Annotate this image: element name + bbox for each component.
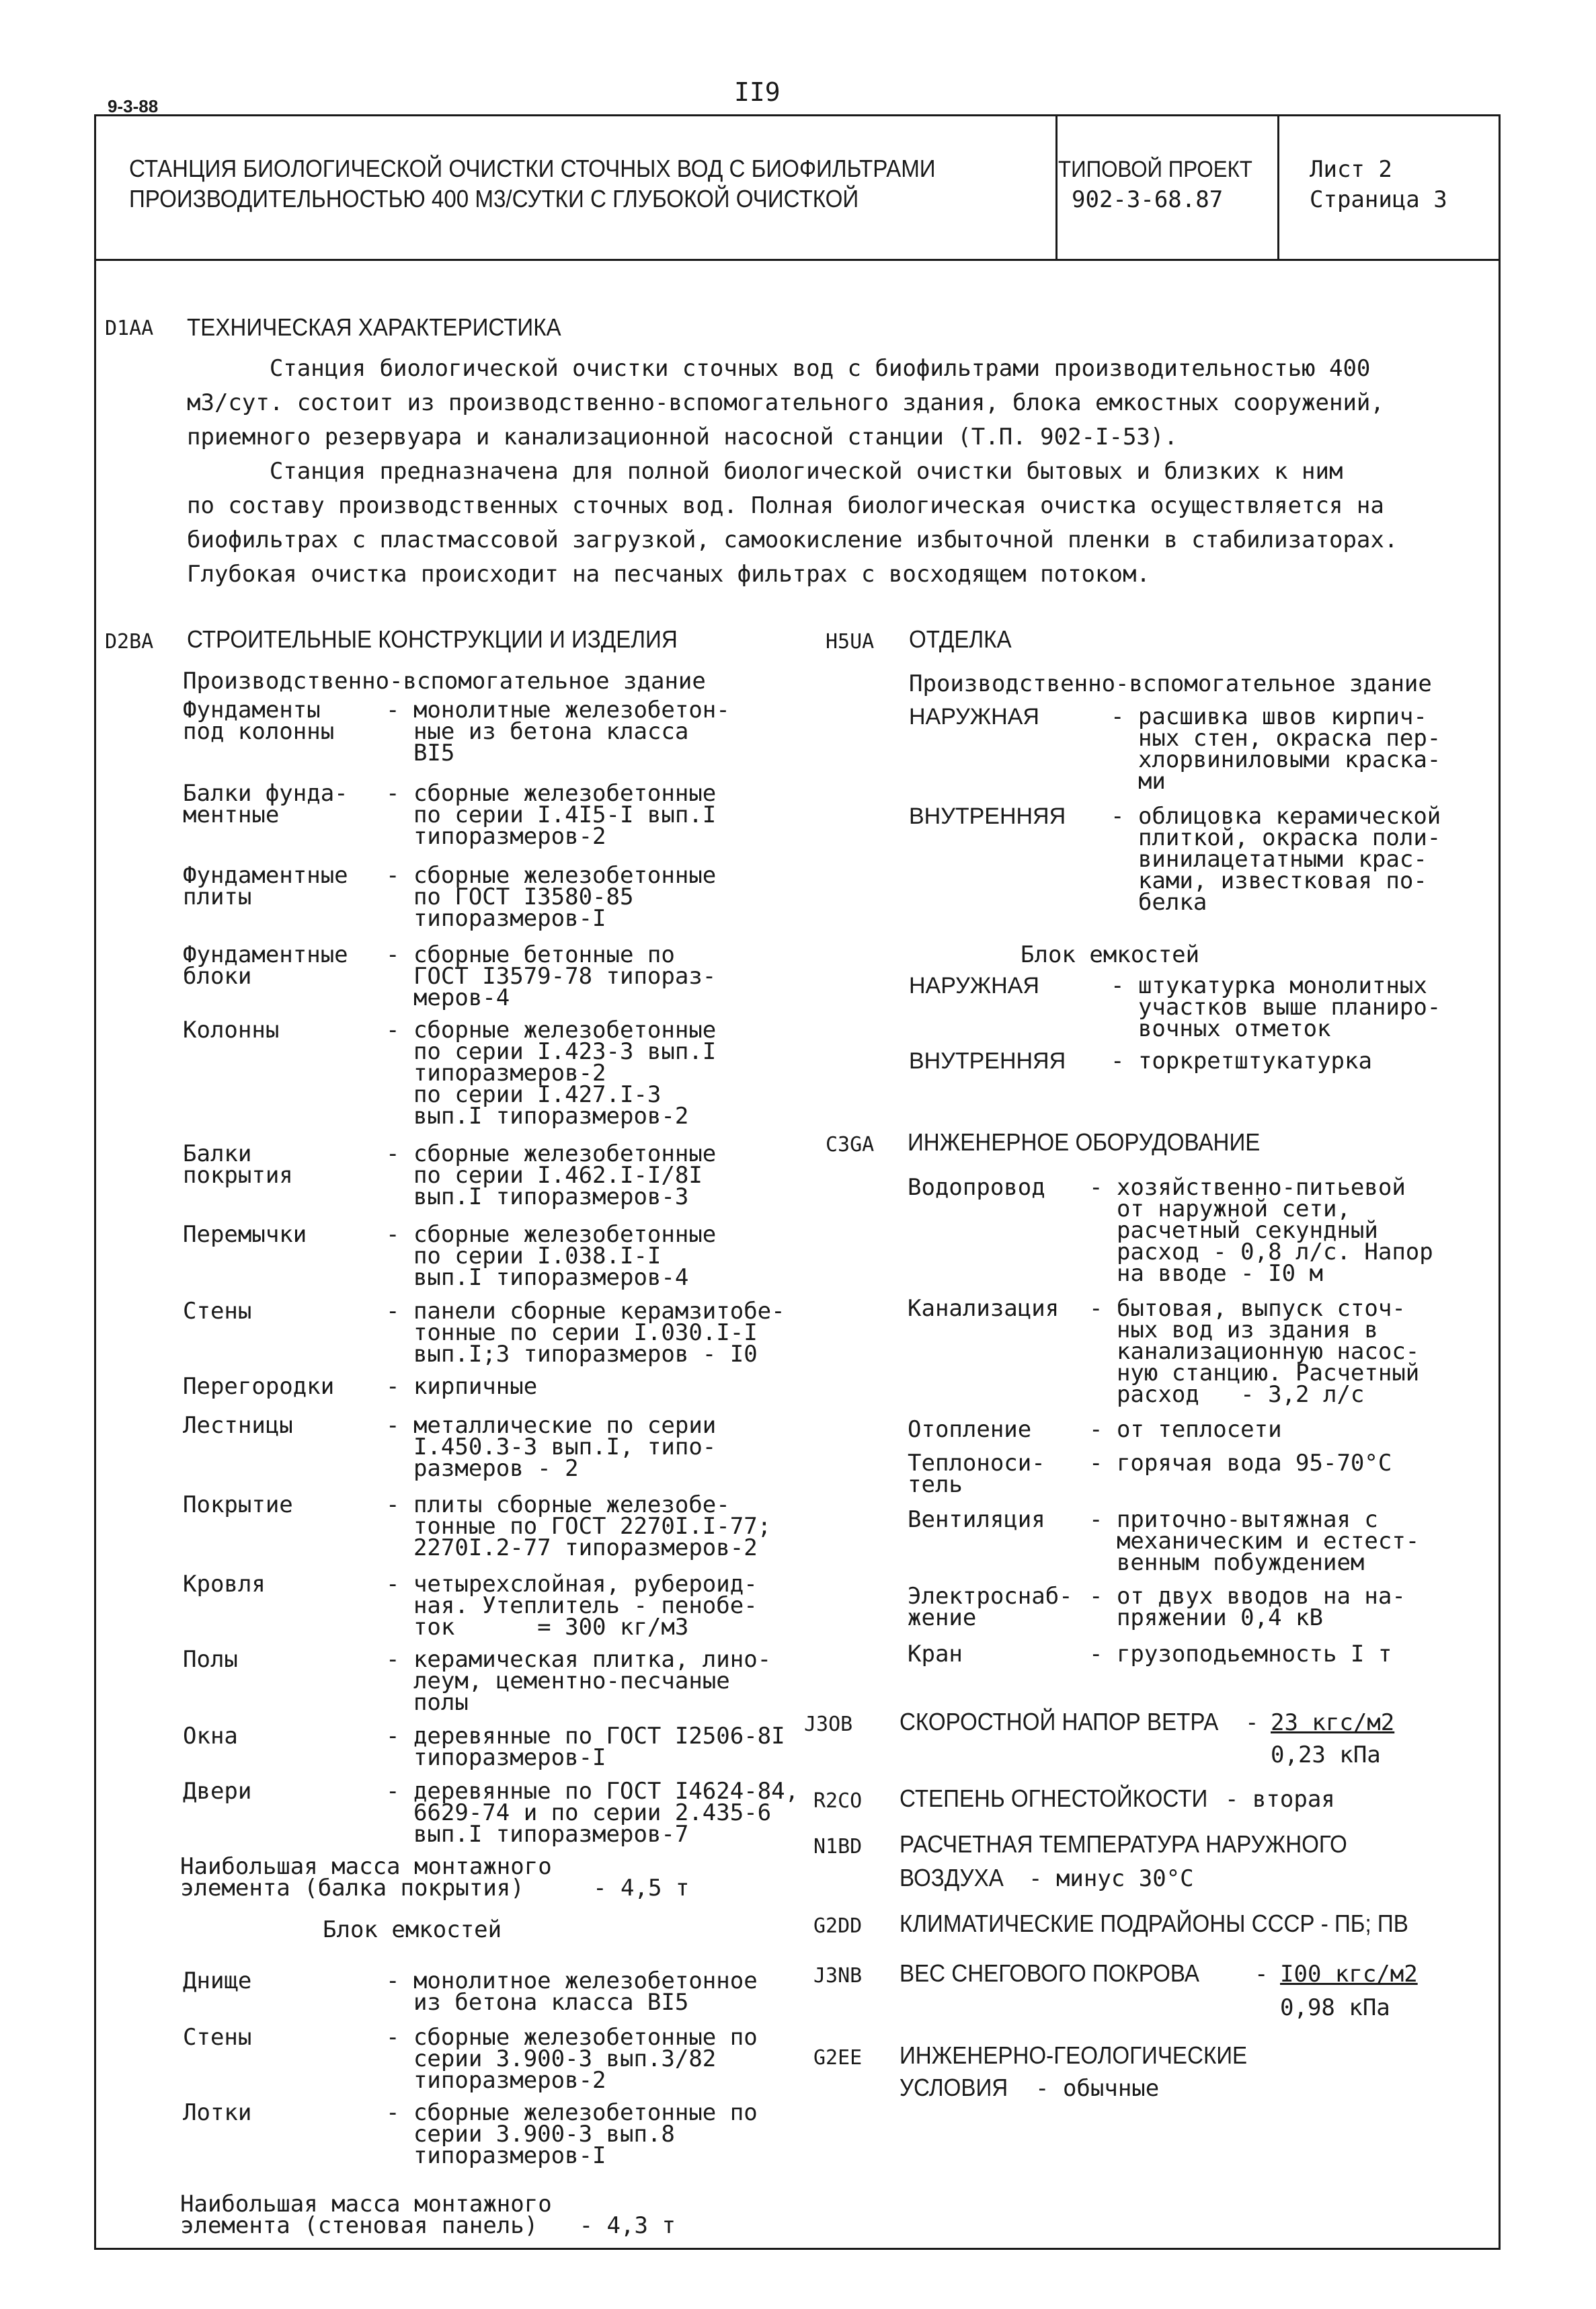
climate-code: G2DD — [813, 1914, 863, 1938]
item-value: - расшивка швов кирпич- ных стен, окраска пер- хлорвиниловыми краска- ми — [1111, 703, 1441, 795]
item-name: Теплоноси- тель — [908, 1450, 1045, 1498]
tech-line: по составу производственных сточных вод. Полная биологическая очистка осуществляется на — [187, 492, 1384, 519]
item-value: - сборные железобетонные по ГОСТ I3580-85 типоразмеров-I — [386, 862, 717, 932]
item-name: Окна — [183, 1723, 238, 1750]
item-value: - приточно-вытяжная с механическим и естест- венным побуждением — [1089, 1506, 1420, 1576]
item-value: - торкретштукатурка — [1111, 1048, 1372, 1074]
item-value: - штукатурка монолитных участков выше планиро- вочных отметок — [1111, 972, 1441, 1042]
project-number: 902-3-68.87 — [1072, 186, 1224, 213]
tech-heading: ТЕХНИЧЕСКАЯ ХАРАКТЕРИСТИКА — [187, 313, 561, 341]
item-value: - деревянные по ГОСТ I4624-84, 6629-74 и по серии 2.435-6 вып.I типоразмеров-7 — [386, 1778, 799, 1848]
sheet-number: Лист 2 — [1310, 156, 1392, 183]
item-name: Стены — [183, 2024, 252, 2051]
tech-line: Станция предназначена для полной биологической очистки бытовых и близких к ним — [187, 458, 1343, 485]
item-value: - сборные железобетонные по серии 3.900-3 вып.8 типоразмеров-I — [386, 2099, 758, 2169]
item-value: - сборные железобетонные по серии I.423-3 вып.I типоразмеров-2 по серии I.427.I-3 вып.I типоразмеров-2 — [386, 1017, 717, 1130]
item-value: - панели сборные керамзитобе- тонные по серии I.030.I-I вып.I;3 типоразмеров - I0 — [386, 1298, 785, 1368]
climate-label: КЛИМАТИЧЕСКИЕ ПОДРАЙОНЫ СССР - ПБ; ПВ — [900, 1910, 1408, 1937]
item-value: - облицовка керамической плиткой, окраска поли- винилацетатными крас- ками, известковая по- белка — [1111, 803, 1441, 916]
temp-label-2: ВОЗДУХА — [900, 1864, 1004, 1891]
construction-code: D2BA — [105, 630, 154, 654]
item-name: Балки фунда- ментные — [183, 780, 348, 828]
header-col-divider-1 — [1055, 114, 1058, 259]
project-label: ТИПОВОЙ ПРОЕКТ — [1058, 157, 1252, 182]
header-divider — [94, 259, 1499, 261]
item-name: Колонны — [183, 1017, 280, 1044]
fire-label: СТЕПЕНЬ ОГНЕСТОЙКОСТИ — [900, 1785, 1208, 1812]
item-value: - металлические по серии I.450.3-3 вып.I, типо- размеров - 2 — [386, 1412, 717, 1482]
item-value: - хозяйственно-питьевой от наружной сети, расчетный секундный расход - 0,8 л/с. Напор на вводе - I0 м — [1089, 1174, 1433, 1287]
item-name: Отопление — [908, 1416, 1032, 1443]
item-name: Электроснаб- жение — [908, 1583, 1073, 1631]
item-value: - сборные железобетонные по серии I.462.I-I/8I вып.I типоразмеров-3 — [386, 1140, 717, 1210]
geo-value: - обычные — [1035, 2075, 1160, 2102]
tech-line: приемного резервуара и канализационной насосной станции (Т.П. 902-I-53). — [187, 424, 1178, 451]
finishing-tank-heading: Блок емкостей — [1021, 941, 1200, 968]
tech-line: Глубокая очистка происходит на песчаных фильтрах с восходящем потоком. — [187, 561, 1150, 588]
item-name: Вентиляция — [908, 1506, 1045, 1533]
item-value: - деревянные по ГОСТ I2506-8I типоразмеров-I — [386, 1723, 785, 1771]
finishing-heading: ОТДЕЛКА — [909, 625, 1012, 653]
wind-value-1: 23 кгс/м2 — [1271, 1709, 1395, 1736]
snow-value-2: 0,98 кПа — [1280, 1994, 1390, 2021]
construction-subheading: Производственно-вспомогательное здание — [183, 668, 706, 695]
item-value: - плиты сборные железобе- тонные по ГОСТ 2270I.I-77; 2270I.2-77 типоразмеров-2 — [386, 1491, 772, 1561]
tech-line: м3/сут. состоит из производственно-вспомогательного здания, блока емкостных сооружений, — [187, 389, 1384, 416]
item-value: - сборные железобетонные по серии I.4I5-I вып.I типоразмеров-2 — [386, 780, 717, 850]
item-name: Покрытие — [183, 1491, 293, 1518]
item-value: - сборные железобетонные по серии I.038.I-I вып.I типоразмеров-4 — [386, 1221, 717, 1291]
item-value: - кирпичные — [386, 1373, 538, 1400]
item-name: Фундаментные блоки — [183, 941, 348, 990]
item-name: Фундаменты под колонны — [183, 697, 335, 745]
wind-value-2: 0,23 кПа — [1271, 1741, 1381, 1768]
page-number: II9 — [734, 77, 781, 107]
tech-code: D1AA — [105, 317, 154, 340]
item-value: - от теплосети — [1089, 1416, 1282, 1443]
title-line-2: ПРОИЗВОДИТЕЛЬНОСТЬЮ 400 М3/СУТКИ С ГЛУБОКОЙ ОЧИСТКОЙ — [129, 185, 859, 212]
item-name: Кровля — [183, 1571, 266, 1598]
snow-code: J3NB — [813, 1964, 863, 1988]
max-mass-tanks: Наибольшая масса монтажного элемента (стеновая панель) - 4,3 т — [180, 2191, 676, 2239]
item-name: Днище — [183, 1967, 252, 1994]
item-name: Полы — [183, 1646, 238, 1673]
temp-code: N1BD — [813, 1835, 863, 1858]
item-name: Балки покрытия — [183, 1140, 293, 1189]
finishing-subheading: Производственно-вспомогательное здание — [909, 670, 1432, 697]
item-name: Двери — [183, 1778, 252, 1805]
item-value: - керамическая плитка, лино- леум, цементно-песчаные полы — [386, 1646, 772, 1716]
fire-code: R2CO — [813, 1789, 863, 1813]
engineering-heading: ИНЖЕНЕРНОЕ ОБОРУДОВАНИЕ — [908, 1128, 1261, 1156]
max-mass-building: Наибольшая масса монтажного элемента (балка покрытия) - 4,5 т — [180, 1853, 690, 1902]
item-name: Лотки — [183, 2099, 252, 2126]
header-col-divider-2 — [1277, 114, 1279, 259]
geo-code: G2EE — [813, 2046, 863, 2070]
item-name: Перемычки — [183, 1221, 307, 1248]
snow-label: ВЕС СНЕГОВОГО ПОКРОВА — [900, 1959, 1199, 1987]
tech-line: Станция биологической очистки сточных вод с биофильтрами производительностью 400 — [187, 355, 1371, 382]
item-name: Водопровод — [908, 1174, 1045, 1201]
wind-dash: - — [1245, 1709, 1259, 1736]
corner-code: 9-3-88 — [108, 96, 159, 116]
item-name: НАРУЖНАЯ — [909, 704, 1039, 730]
item-value: - монолитные железобетон- ные из бетона класса BI5 — [386, 697, 730, 767]
tech-line: биофильтрах с пластмассовой загрузкой, самоокисление избыточной пленки в стабилизаторах. — [187, 526, 1398, 553]
title-line-1: СТАНЦИЯ БИОЛОГИЧЕСКОЙ ОЧИСТКИ СТОЧНЫХ ВОД С БИОФИЛЬТРАМИ — [129, 155, 936, 182]
fire-value: - вторая — [1225, 1786, 1335, 1813]
item-value: - сборные бетонные по ГОСТ I3579-78 типораз- меров-4 — [386, 941, 717, 1011]
wind-code: J3OB — [804, 1713, 853, 1736]
snow-dash: - — [1254, 1961, 1269, 1988]
item-value: - монолитное железобетонное из бетона класса BI5 — [386, 1967, 758, 2016]
item-name: Лестницы — [183, 1412, 293, 1439]
item-value: - от двух вводов на на- пряжении 0,4 кВ — [1089, 1583, 1406, 1631]
construction-heading: СТРОИТЕЛЬНЫЕ КОНСТРУКЦИИ И ИЗДЕЛИЯ — [187, 625, 678, 653]
item-name: Канализация — [908, 1295, 1060, 1322]
geo-label-1: ИНЖЕНЕРНО-ГЕОЛОГИЧЕСКИЕ — [900, 2041, 1248, 2069]
item-value: - бытовая, выпуск сточ- ных вод из здания в канализационную насос- ную станцию. Расчетный расход - 3,2 л/с — [1089, 1295, 1420, 1408]
finishing-code: H5UA — [826, 630, 875, 654]
snow-value-1: I00 кгс/м2 — [1280, 1961, 1418, 1988]
item-value: - четырехслойная, рубероид- ная. Утеплитель - пенобе- ток = 300 кг/м3 — [386, 1571, 758, 1641]
item-value: - грузоподьемность I т — [1089, 1641, 1392, 1668]
item-name: Перегородки — [183, 1373, 335, 1400]
item-name: Кран — [908, 1641, 963, 1668]
item-name: Фундаментные плиты — [183, 862, 348, 910]
item-name: ВНУТРЕННЯЯ — [909, 804, 1066, 829]
temp-value: - минус 30°С — [1029, 1865, 1194, 1892]
wind-label: СКОРОСТНОЙ НАПОР ВЕТРА — [900, 1708, 1219, 1735]
item-value: - сборные железобетонные по серии 3.900-3 вып.3/82 типоразмеров-2 — [386, 2024, 758, 2094]
item-value: - горячая вода 95-70°С — [1089, 1450, 1392, 1477]
tank-block-heading: Блок емкостей — [323, 1916, 502, 1943]
item-name: Стены — [183, 1298, 252, 1325]
temp-label-1: РАСЧЕТНАЯ ТЕМПЕРАТУРА НАРУЖНОГО — [900, 1830, 1347, 1858]
page-label: Страница 3 — [1310, 186, 1447, 213]
item-name: НАРУЖНАЯ — [909, 973, 1039, 999]
engineering-code: C3GA — [826, 1133, 875, 1157]
item-name: ВНУТРЕННЯЯ — [909, 1048, 1066, 1074]
geo-label-2: УСЛОВИЯ — [900, 2074, 1008, 2101]
